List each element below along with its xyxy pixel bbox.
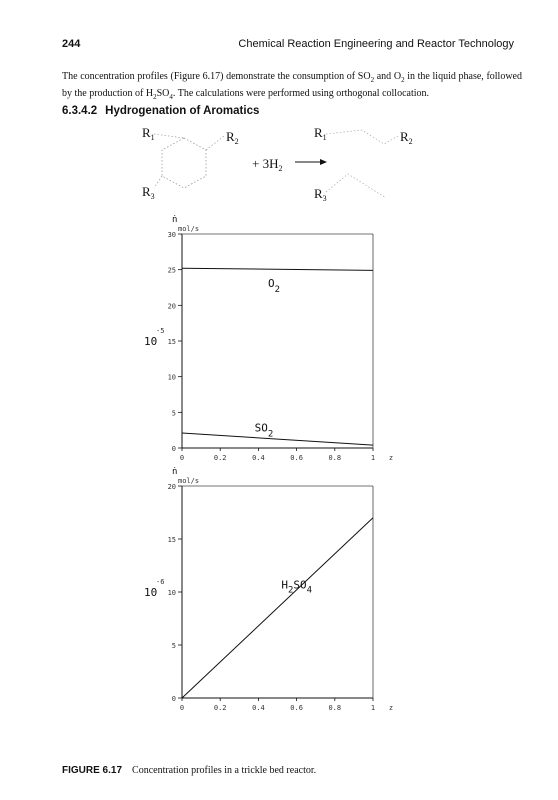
scheme-reagent: + $3H_2$ <box>252 156 283 173</box>
x-tick-label: 0.6 <box>290 704 303 712</box>
scale-exponent: -5 <box>156 327 165 335</box>
scheme-r1-left: $R_1$ <box>142 125 155 142</box>
page-number: 244 <box>62 38 81 50</box>
scale-factor: 10 <box>144 335 158 348</box>
body-paragraph <box>62 70 522 104</box>
scheme-r3-right: $R_3$ <box>314 186 327 203</box>
section-number: 6.3.4.2 <box>62 105 98 117</box>
y-tick-label: 5 <box>171 409 176 418</box>
series-line <box>182 433 373 445</box>
chart-2 <box>120 466 420 720</box>
running-head: Chemical Reaction Engineering and Reactor Technology <box>238 38 514 50</box>
x-tick-label: 0.4 <box>252 454 265 462</box>
y-tick-label: 15 <box>167 536 176 544</box>
chart-1 <box>120 212 420 468</box>
x-tick-label: 0 <box>179 704 185 712</box>
reaction-arrow-head <box>320 159 327 165</box>
figure-caption <box>62 765 316 776</box>
y-axis-label: ṅ <box>172 215 178 225</box>
para-sub-3: 2 <box>153 93 157 101</box>
y-tick-label: 15 <box>167 338 176 346</box>
para-text-3: in the liquid phase, followed by the production of H <box>62 71 522 99</box>
y-tick-label: 20 <box>167 302 176 311</box>
scheme-r2-left: $R_2$ <box>226 129 239 146</box>
x-tick-label: 1 <box>370 704 376 712</box>
y-tick-label: 0 <box>171 445 176 453</box>
y-axis-unit: mol/s <box>178 477 200 485</box>
scheme-r1-right: $R_1$ <box>314 125 327 142</box>
scale-factor: 10 <box>144 586 158 599</box>
x-tick-label: 0.8 <box>328 454 342 462</box>
scheme-r3-left: $R_3$ <box>142 184 155 201</box>
bond-r3-left <box>154 176 162 188</box>
x-axis-label: z <box>388 454 394 462</box>
series-line <box>182 268 373 270</box>
y-tick-label: 0 <box>171 695 176 703</box>
figure-label: FIGURE 6.17 <box>62 765 123 776</box>
cyclohexane-top <box>326 130 398 144</box>
y-tick-label: 20 <box>167 483 176 491</box>
x-tick-label: 0 <box>179 454 185 462</box>
x-tick-label: 1 <box>370 454 376 462</box>
para-text-1: The concentration profiles (Figure 6.17) demonstrate the consumption of SO <box>62 71 371 82</box>
reaction-scheme <box>140 120 460 210</box>
benzene-ring <box>162 138 206 188</box>
y-tick-label: 25 <box>167 266 176 275</box>
scale-exponent: -6 <box>156 578 165 586</box>
scheme-r2-right: $R_2$ <box>400 129 413 146</box>
y-tick-label: 30 <box>167 231 176 239</box>
series-line <box>182 518 373 698</box>
y-axis-label: ṅ <box>172 467 178 477</box>
y-tick-label: 10 <box>167 373 176 382</box>
x-tick-label: 0.2 <box>213 454 227 462</box>
y-axis-unit: mol/s <box>178 225 200 233</box>
x-tick-label: 0.8 <box>328 704 342 712</box>
series-label: $SO_2$ <box>254 421 274 440</box>
section-heading <box>62 105 259 117</box>
para-sub-1: 2 <box>370 76 375 84</box>
y-tick-label: 5 <box>171 642 176 650</box>
section-title: Hydrogenation of Aromatics <box>105 105 260 117</box>
x-tick-label: 0.4 <box>252 704 265 712</box>
x-tick-label: 0.6 <box>290 454 303 462</box>
cyclohexane-bottom <box>326 174 386 198</box>
series-label: $O_2$ <box>267 277 280 296</box>
y-tick-label: 10 <box>167 589 176 597</box>
para-text-4: SO <box>156 88 170 99</box>
para-text-2: and O <box>374 71 402 82</box>
series-label: $H_2SO_4$ <box>281 578 313 596</box>
bond-r1-left <box>154 134 184 138</box>
x-tick-label: 0.2 <box>213 704 227 712</box>
para-text-5: . The calculations were performed using orthogonal collocation. <box>172 88 430 99</box>
x-axis-label: z <box>388 704 394 712</box>
bond-r2-left <box>206 136 224 150</box>
para-sub-4: 4 <box>169 93 173 101</box>
para-sub-2: 2 <box>401 76 405 84</box>
figure-caption-text: Concentration profiles in a trickle bed reactor. <box>132 765 317 776</box>
